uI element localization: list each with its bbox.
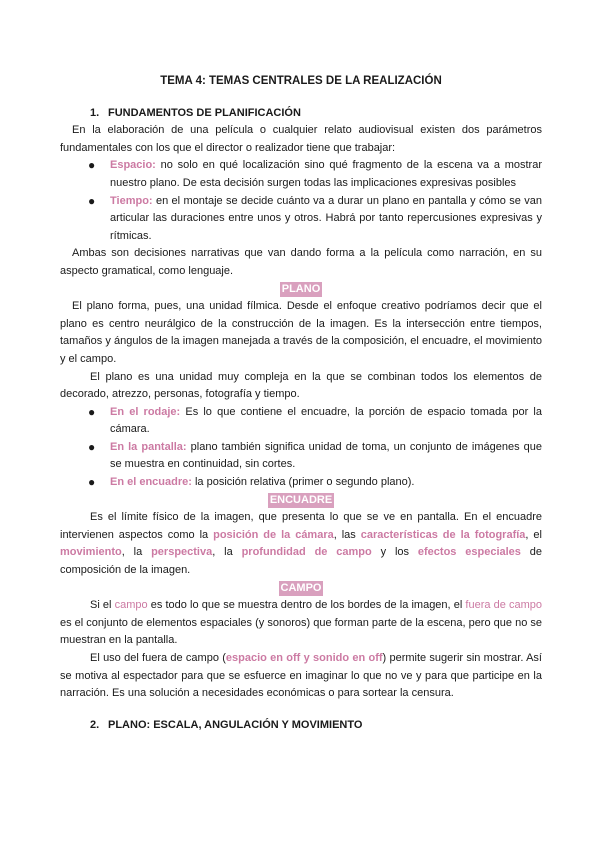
text-run: es el conjunto de elementos espaciales (y sonoros) que forman parte de la escena, pero que no se muestran en la pantalla. <box>60 616 542 647</box>
keyword: profundidad de campo <box>241 546 372 559</box>
term-rodaje: En el rodaje: <box>110 405 181 418</box>
list-item-rodaje <box>88 404 542 439</box>
list-item-espacio <box>88 157 542 192</box>
heading-text: FUNDAMENTOS DE PLANIFICACIÓN <box>108 106 301 119</box>
keyword: fuera de campo <box>465 599 542 612</box>
campo-paragraph-1 <box>60 597 542 650</box>
text-run: de composición de la imagen. <box>60 546 543 577</box>
term-encuadre: En el encuadre: <box>110 476 192 489</box>
item-text: Es lo que contiene el encuadre, la porción de espacio tomada por la cámara. <box>110 405 542 436</box>
campo-paragraph-2 <box>60 650 542 703</box>
item-text: no solo en qué localización sino qué fragmento de la escena va a mostrar nuestro plano. De esta decisión surgen todas las implicaciones expresivas posibles <box>110 159 542 189</box>
text-run: Si el <box>90 599 115 612</box>
section-label-plano: PLANO <box>281 282 321 295</box>
item-text: en el montaje se decide cuánto va a durar un plano en pantalla y cómo se van articular las duraciones entre unos y otros. Habrá por tanto repercusiones expresivas y rítmicas. <box>110 194 542 242</box>
document-body <box>60 73 542 734</box>
term-tiempo: Tiempo: <box>110 194 153 207</box>
keyword: espacio en off y sonido en off <box>225 652 383 664</box>
text-run: y los <box>371 546 418 559</box>
section-label-encuadre: ENCUADRE <box>269 493 333 506</box>
bullet-icon: ● <box>88 475 96 490</box>
text-run: Es el límite físico de la imagen, que presenta lo que se ve en pantalla. En el encuadre intervienen aspectos como la <box>60 511 542 541</box>
heading-number: 1. <box>90 106 100 119</box>
keyword: campo <box>114 599 148 612</box>
text-run: , las <box>333 528 361 541</box>
list-item-pantalla <box>88 439 542 474</box>
intro-paragraph: En la elaboración de una película o cualquier relato audiovisual existen dos parámetros fundamentales con los que el director o realizador tiene que trabajar: <box>60 124 542 154</box>
heading-number: 2. <box>90 718 100 731</box>
bullet-icon: ● <box>88 193 96 208</box>
list-item-encuadre <box>88 474 542 492</box>
parametros-list <box>60 157 542 245</box>
plano-paragraph-2: El plano es una unidad muy compleja en la que se combinan todos los elementos de decorado, atrezzo, personas, fotografía y tiempo. <box>60 370 542 401</box>
term-espacio: Espacio: <box>110 159 156 172</box>
text-run: es todo lo que se muestra dentro de los bordes de la imagen, el <box>147 599 466 612</box>
encuadre-paragraph <box>60 509 542 579</box>
text-run: , la <box>121 546 152 559</box>
term-pantalla: En la pantalla: <box>110 440 187 453</box>
keyword: posición de la cámara <box>213 528 334 541</box>
page-title: TEMA 4: TEMAS CENTRALES DE LA REALIZACIÓN <box>160 75 442 87</box>
heading-fundamentos <box>60 105 542 123</box>
section-label-campo: CAMPO <box>280 581 322 594</box>
item-text: la posición relativa (primer o segundo plano). <box>191 476 415 489</box>
heading-plano-escala <box>60 717 542 735</box>
keyword: efectos especiales <box>417 546 521 559</box>
plano-list <box>60 404 542 492</box>
list-item-tiempo <box>88 193 542 246</box>
section-plano <box>60 281 542 299</box>
keyword: perspectiva <box>151 546 213 559</box>
section-encuadre <box>60 492 542 510</box>
section-campo <box>60 580 542 598</box>
spacer <box>60 703 542 717</box>
item-text: plano también significa unidad de toma, un conjunto de imágenes que se muestra en continuidad, sin cortes. <box>110 440 542 471</box>
heading-text: PLANO: ESCALA, ANGULACIÓN Y MOVIMIENTO <box>108 718 363 731</box>
keyword: movimiento <box>60 546 122 559</box>
ambas-paragraph: Ambas son decisiones narrativas que van dando forma a la película como narración, en su aspecto gramatical, como lenguaje. <box>60 247 542 277</box>
text-run: El uso del fuera de campo ( <box>90 652 226 664</box>
plano-paragraph-1: El plano forma, pues, una unidad fílmica. Desde el enfoque creativo podríamos decir que el plano es centro neurálgico de la construcción de la imagen. Es la intersección entre tiempos, tamaños y ángulos de la imagen manejada a través de la composición, el encuadre, el movimiento y el campo. <box>60 300 542 365</box>
bullet-icon: ● <box>88 404 96 419</box>
keyword: características de la fotografía <box>360 528 526 541</box>
text-run: ) permite sugerir sin mostrar. Así se motiva al espectador para que se esfuerce en imaginar lo que no ve y para que participe en la narración. Es una solución a necesidades económicas o para sortear la censura. <box>60 652 542 700</box>
text-run: , el <box>525 528 542 541</box>
bullet-icon: ● <box>88 158 96 173</box>
text-run: , la <box>212 546 242 559</box>
bullet-icon: ● <box>88 439 96 454</box>
